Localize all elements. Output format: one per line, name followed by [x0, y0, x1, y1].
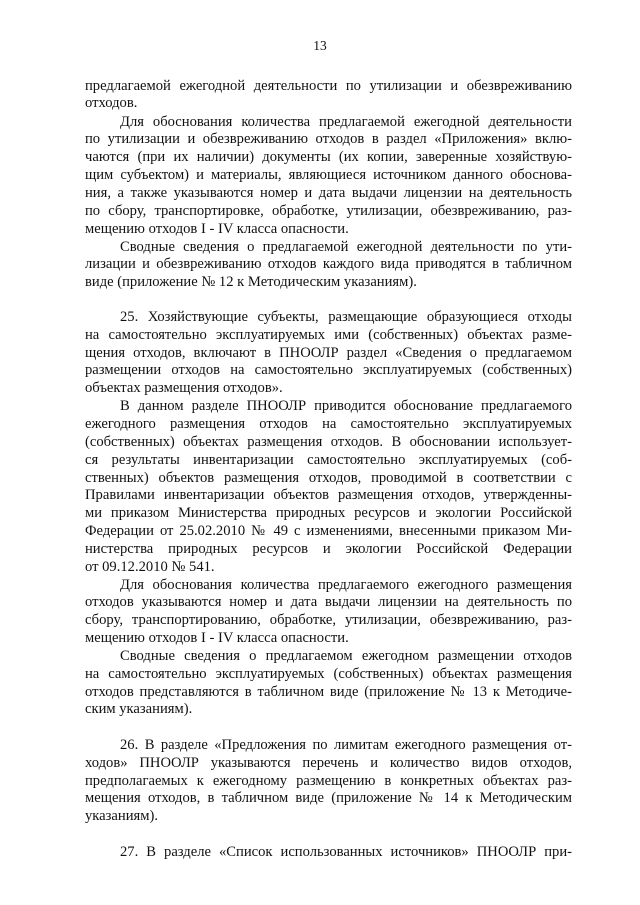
text-line: ния, а также указываются номер и дата выдачи лицензии на деятельность [85, 185, 572, 201]
text-line: (собственных) объектах размещения отходов. В обосновании использует- [85, 434, 572, 450]
text-line: ственных) объектов размещения отходов, проводимой в соответствии с [85, 470, 572, 486]
text-line: лизации и обезвреживанию отходов каждого вида приводятся в табличном [85, 256, 572, 272]
text-line: отходов указываются номер и дата выдачи лицензии на деятельность по [85, 594, 572, 610]
page-number: 13 [313, 38, 327, 53]
text-line: отходов представляются в табличном виде (приложение № 13 к Методиче- [85, 684, 572, 700]
text-line: ся результаты инвентаризации самостоятельно эксплуатируемых (соб- [85, 452, 572, 468]
text-line: мещению отходов I - IV класса опасности. [85, 630, 349, 646]
text-line: объектах размещения отходов». [85, 380, 283, 396]
text-line: 27. В разделе «Список использованных источников» ПНООЛР при- [120, 844, 572, 860]
text-line: виде (приложение № 12 к Методическим указаниям). [85, 274, 417, 290]
text-line: ежегодного размещения отходов на самостоятельно эксплуатируемых [85, 416, 572, 432]
text-line: Сводные сведения о предлагаемом ежегодном размещении отходов [120, 648, 572, 664]
text-line: Для обоснования количества предлагаемой ежегодной деятельности [120, 114, 572, 130]
text-line: ходов» ПНООЛР указываются перечень и количество видов отходов, [85, 755, 572, 771]
text-line: Сводные сведения о предлагаемой ежегодной деятельности по ути- [120, 239, 572, 255]
text-line: по утилизации и обезвреживанию отходов в раздел «Приложения» вклю- [85, 131, 572, 147]
text-line: 26. В разделе «Предложения по лимитам ежегодного размещения от- [120, 737, 572, 753]
text-line: ми приказом Министерства природных ресурсов и экологии Российской [85, 505, 572, 521]
text-line: размещении отходов на самостоятельно эксплуатируемых (собственных) [85, 362, 572, 378]
text-line: мещению отходов I - IV класса опасности. [85, 221, 349, 237]
text-line: 25. Хозяйствующие субъекты, размещающие образующиеся отходы [120, 309, 572, 325]
text-line: чаются (при их наличии) документы (их копии, заверенные хозяйствую- [85, 149, 572, 165]
text-line: щения отходов, включают в ПНООЛР раздел «Сведения о предлагаемом [85, 345, 572, 361]
text-line: ским указаниям). [85, 701, 193, 717]
text-line: Правилами инвентаризации объектов размещения отходов, утвержденны- [85, 487, 572, 503]
text-line: предполагаемых к ежегодному размещению в конкретных объектах раз- [85, 773, 572, 789]
text-line: Федерации от 25.02.2010 № 49 с изменениями, внесенными приказом Ми- [85, 523, 572, 539]
text-line: мещения отходов, в табличном виде (приложение № 14 к Методическим [85, 790, 572, 806]
text-line: нистерства природных ресурсов и экологии Российской Федерации [85, 541, 572, 557]
text-line: на самостоятельно эксплуатируемых (собственных) объектах размещения [85, 666, 572, 682]
text-line: щим субъектом) и материалы, являющиеся источником данного обоснова- [85, 167, 572, 183]
text-line: Для обоснования количества предлагаемого ежегодного размещения [120, 577, 572, 593]
text-line: по сбору, транспортировке, обработке, утилизации, обезвреживанию, раз- [85, 203, 572, 219]
text-line: на самостоятельно эксплуатируемых ими (собственных) объектах разме- [85, 327, 572, 343]
text-line: предлагаемой ежегодной деятельности по утилизации и обезвреживанию [85, 78, 572, 94]
text-line: отходов. [85, 95, 138, 111]
text-line: В данном разделе ПНООЛР приводится обоснование предлагаемого [120, 398, 572, 414]
text-line: от 09.12.2010 № 541. [85, 559, 215, 575]
text-line: указаниям). [85, 808, 158, 824]
text-line: сбору, транспортированию, обработке, утилизации, обезвреживанию, раз- [85, 612, 572, 628]
